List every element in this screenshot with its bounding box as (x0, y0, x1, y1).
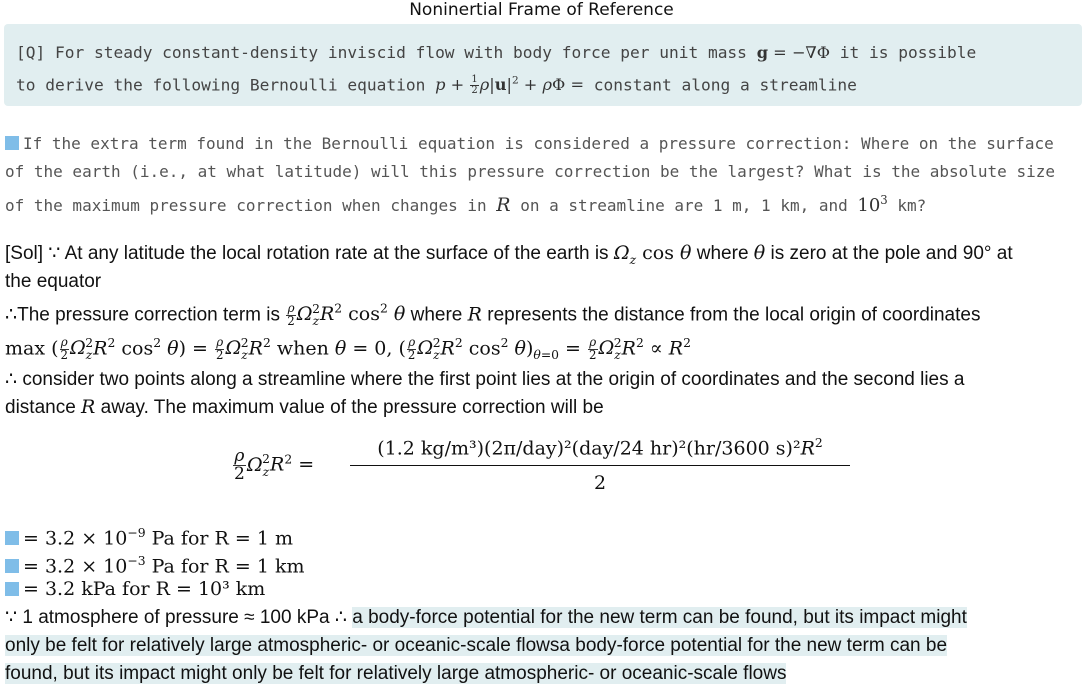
bullet-square-icon (5, 582, 19, 596)
conclusion-text: ∵ 1 atmosphere of pressure ≈ 100 kPa ∴ (5, 607, 353, 628)
equation-lhs: $\frac{\rho}{2}$ $\Omega_z^2R^2$ = (234, 446, 315, 485)
result-3: = 3.2 kPa for R = 10³ km (5, 576, 265, 603)
variable-r: R (467, 303, 482, 326)
solution-line-6 (5, 394, 604, 421)
highlighted-conclusion: a body-force potential for the new term can be found, but its impact might (352, 607, 967, 628)
result-value: 3.2 × 10 (44, 555, 128, 578)
power-exponent: 3 (880, 193, 888, 207)
subquestion (5, 130, 1080, 220)
result-exponent: −3 (127, 554, 146, 568)
variable-r: R (81, 396, 96, 418)
result-unit: Pa for (145, 527, 215, 550)
highlighted-conclusion: found, but its impact might only be felt for relatively large atmospheric- or oceanic-scale flows (5, 663, 787, 684)
result-condition: R = 10³ km (155, 578, 266, 600)
question-line-2 (16, 67, 1070, 99)
bullet-square-icon (5, 559, 19, 573)
max-equation: max ( $\frac{\rho}{2}$ $\Omega_z^2R^2$ $\cos^2 \theta$) = $\frac{\rho}{2}$ $\Omega_z^2R^2$ when θ = 0, ( $\frac{\rho}{2}$ $\Omega_z^2R^2$ $\cos^2 \theta)_{\theta=0}$ = $\frac{\rho}{2}$ $\Omega_z^2R^2 \propto R^2$ (5, 335, 691, 363)
bullet-square-icon (5, 531, 19, 545)
result-unit: Pa for (145, 555, 215, 578)
result-condition: R = 1 m (214, 527, 293, 550)
subquestion-text: If the extra term found in the Bernoulli equation is considered a pressure correction: Where on the surface of the earth (i.e., at what latitude) will this pressure correction be the largest? What is the absolute size of the maximum pressure correction when changes in (5, 134, 1055, 215)
question-line-1 (16, 38, 1070, 67)
solution-text: represents the distance from the local origin of coordinates (481, 304, 981, 326)
highlighted-conclusion: only be felt for relatively large atmospheric- or oceanic-scale flowsa body-force potential for the new term can be (5, 635, 948, 656)
solution-text: ∴The pressure correction term is (5, 304, 286, 326)
equation-rhs (350, 436, 850, 494)
solution-text: distance (5, 397, 82, 418)
solution-text: away. The maximum value of the pressure correction will be (95, 397, 604, 418)
page-title: Noninertial Frame of Reference (409, 0, 674, 20)
equation-denominator: 2 (593, 472, 607, 495)
bernoulli-equation: p + $\frac{1}{2}$ $\rho|u|^2 + \rho\Phi$ = (435, 74, 585, 97)
question-box (4, 24, 1082, 106)
question-text: to derive the following Bernoulli equation (16, 75, 436, 95)
solution-line-1 (5, 240, 1013, 274)
conclusion-line-1 (5, 604, 967, 631)
result-2: = $3.2 \times 10^{-3}$ Pa for R = 1 km (5, 548, 304, 580)
solution-line-2: the equator (5, 271, 102, 292)
variable-r: R (496, 194, 511, 216)
result-condition: R = 1 km (214, 555, 305, 578)
result-exponent: −9 (127, 526, 146, 540)
question-text: it is possible (830, 43, 977, 62)
result-value: 3.2 kPa (44, 578, 116, 600)
equation-numerator: (1.2 kg/m³)(2π/day)²(day/24 hr)²(hr/3600 $s)^2R^2$ (350, 436, 850, 466)
result-value: 3.2 × 10 (44, 527, 128, 550)
solution-line-5: ∴ consider two points along a streamline where the first point lies at the origin of coordinates and the second lies a (5, 369, 965, 390)
question-text: [Q] For steady constant-density inviscid flow with body force per unit mass (16, 43, 757, 62)
body-force-formula: g = −∇Φ (756, 43, 831, 62)
power-base: 10 (857, 195, 881, 216)
question-text: constant along a streamline (584, 75, 857, 95)
rotation-rate-formula: $\Omega_z$ cos θ (613, 242, 692, 267)
when-text: when (270, 337, 335, 360)
conclusion-line-3 (5, 660, 786, 687)
result-1: = $3.2 \times 10^{-9}$ Pa for R = 1 m (5, 520, 293, 552)
solution-text: is zero at the pole and 90° at (765, 243, 1013, 264)
result-unit: for (116, 578, 156, 600)
solution-text: where (691, 243, 754, 264)
theta-symbol: θ (753, 242, 766, 264)
conclusion-line-2 (5, 632, 947, 659)
pressure-correction-term: $\frac{\rho}{2}$ $\Omega_z^2R^2$ $\cos^2 \theta$ (287, 301, 406, 329)
solution-text: [Sol] ∵ At any latitude the local rotation rate at the surface of the earth is (5, 243, 614, 264)
pressure-correction-equation (232, 436, 872, 506)
solution-text: where (405, 304, 468, 326)
subquestion-text: on a streamline are 1 m, 1 km, and (510, 196, 858, 215)
subquestion-text: km? (887, 196, 927, 215)
bullet-square-icon (5, 136, 19, 150)
